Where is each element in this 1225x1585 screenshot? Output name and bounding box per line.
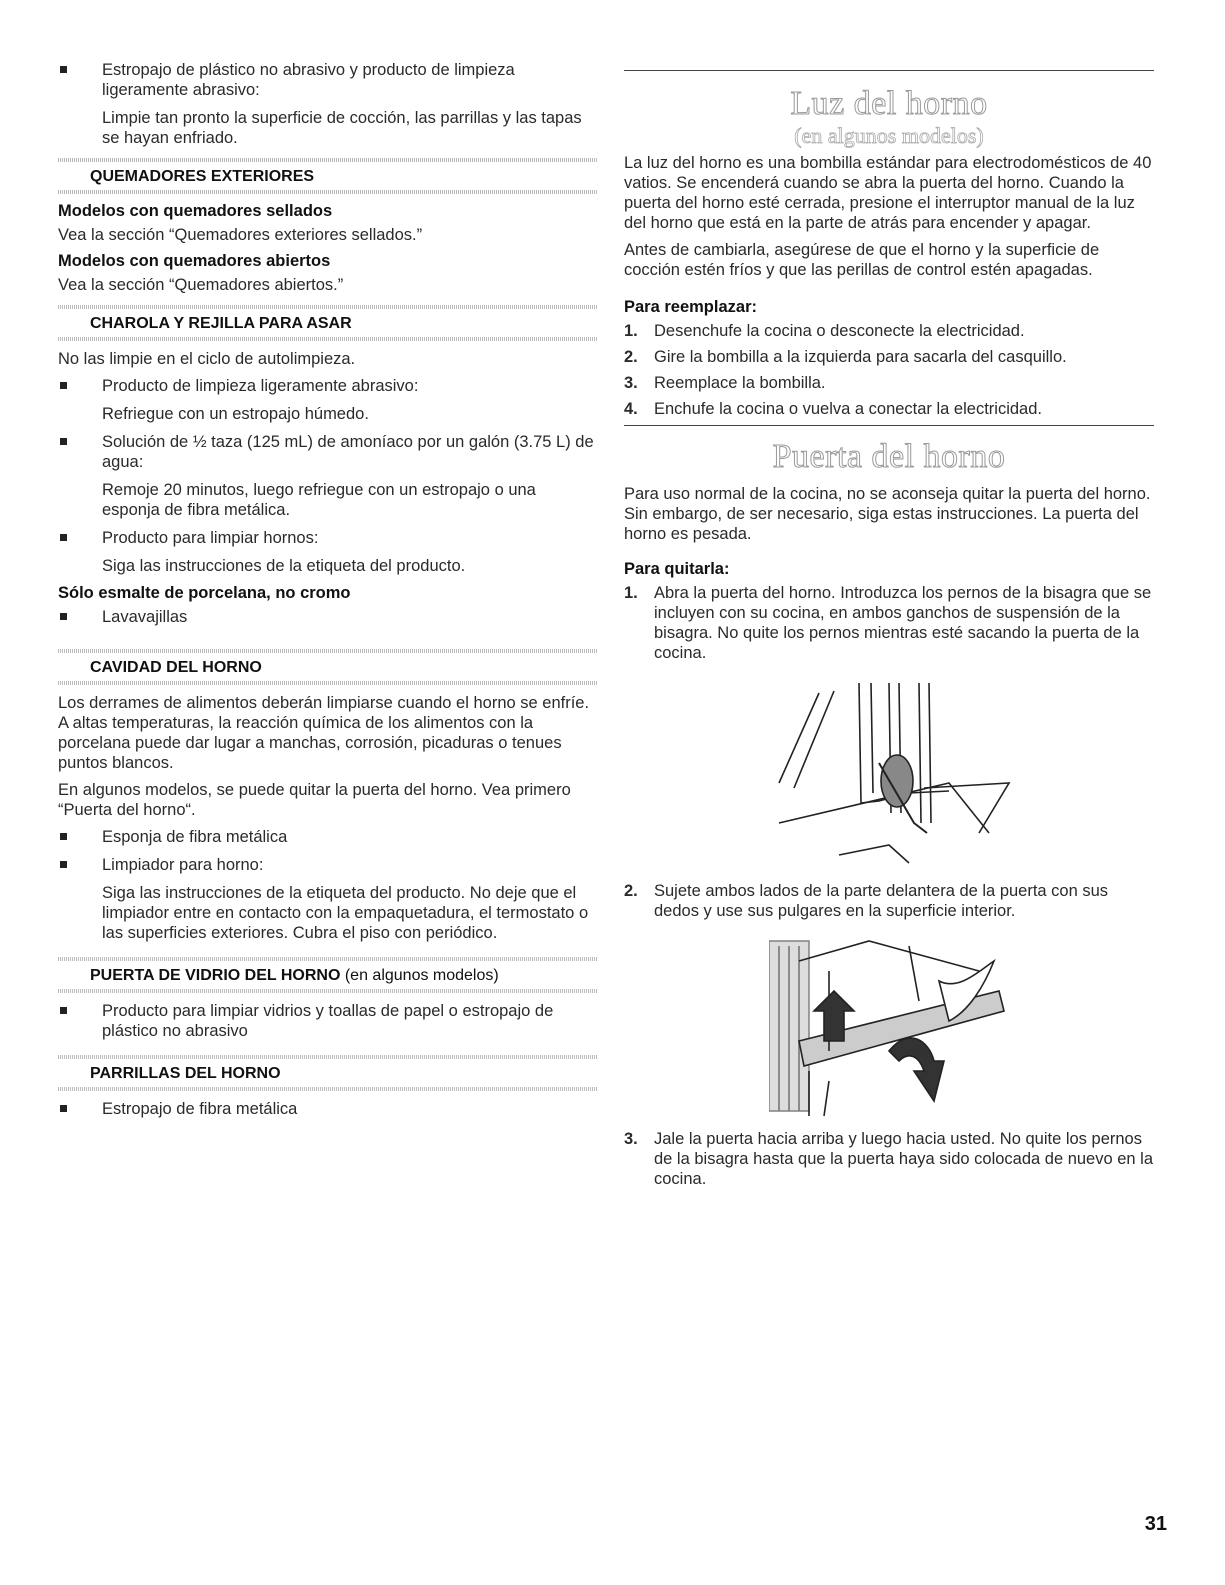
section-title-puerta: Puerta del horno: [772, 438, 1006, 475]
section-title: PARRILLAS DEL HORNO: [90, 1065, 281, 1082]
section-title: [58, 961, 598, 989]
numbered-step: 4. Enchufe la cocina o vuelva a conectar la electricidad.: [624, 400, 1042, 418]
list-item: Solución de ½ taza (125 mL) de amoníaco por un galón (3.75 L) de agua:: [58, 432, 598, 472]
list-item: Producto para limpiar hornos:: [58, 528, 598, 548]
numbered-step: 3. Jale la puerta hacia arriba y luego hacia usted. No quite los pernos de la bisagra hasta que la puerta haya sido colocada de nuevo en la cocina.: [624, 1130, 1154, 1188]
section-header-cavidad: [58, 649, 598, 685]
list-item: Lavavajillas: [58, 607, 598, 627]
numbered-step: 2. Gire la bombilla a la izquierda para sacarla del casquillo.: [624, 348, 1067, 366]
list-item: Producto de limpieza ligeramente abrasivo:: [58, 376, 598, 396]
list-item-detail: Refriegue con un estropajo húmedo.: [102, 405, 369, 423]
subheading: Sólo esmalte de porcelana, no cromo: [58, 584, 351, 602]
section-subtitle-luz: (en algunos modelos): [794, 123, 984, 148]
numbered-step: 3. Reemplace la bombilla.: [624, 374, 826, 392]
section-title: QUEMADORES EXTERIORES: [90, 168, 315, 185]
paragraph: Los derrames de alimentos deberán limpiarse cuando el horno se enfríe. A altas temperaturas, la reacción química de los alimentos con la porcelana puede dar lugar a manchas, corrosión, picaduras o tenues puntos blancos.: [58, 694, 590, 772]
paragraph: Para uso normal de la cocina, no se aconseja quitar la puerta del horno. Sin embargo, de ser necesario, siga estas instrucciones. La puerta del horno es pesada.: [624, 485, 1151, 543]
section-header-charola: [58, 305, 598, 341]
section-header-vidrio: [58, 957, 598, 993]
list-item: Esponja de fibra metálica: [58, 827, 598, 847]
paragraph: Vea la sección “Quemadores abiertos.”: [58, 276, 344, 294]
list-item-detail: Siga las instrucciones de la etiqueta del producto.: [102, 557, 466, 575]
divider: [624, 70, 1154, 71]
paragraph: Antes de cambiarla, asegúrese de que el horno y la superficie de cocción estén fríos y que las perillas de control estén apagadas.: [624, 241, 1100, 279]
subheading: Modelos con quemadores abiertos: [58, 252, 331, 270]
section-header-quemadores: [58, 158, 598, 194]
list-item-detail: Siga las instrucciones de la etiqueta del producto. No deje que el limpiador entre en contacto con la empaquetadura, el termostato o las superficies exteriores. Cubra el piso con periódico.: [102, 884, 589, 942]
numbered-step: 1. Abra la puerta del horno. Introduzca los pernos de la bisagra que se incluyen con su cocina, en ambos ganchos de suspensión de la bisagra. No quite los pernos mientras esté sacando la puerta de la cocina.: [624, 584, 1152, 662]
left-column: [58, 60, 598, 1127]
section-title: CAVIDAD DEL HORNO: [90, 659, 262, 676]
subheading: Modelos con quemadores sellados: [58, 202, 333, 220]
list-item: Limpiador para horno:: [58, 855, 598, 875]
hinge-illustration: [749, 673, 1029, 873]
section-header-parrillas: [58, 1055, 598, 1091]
door-removal-illustration: [769, 931, 1009, 1121]
list-item-detail: Remoje 20 minutos, luego refriegue con un estropajo o una esponja de fibra metálica.: [102, 481, 536, 519]
section-title-text: PUERTA DE VIDRIO DEL HORNO: [90, 967, 341, 984]
paragraph: No las limpie en el ciclo de autolimpieza.: [58, 350, 356, 368]
list-item: Producto para limpiar vidrios y toallas de papel o estropajo de plástico no abrasivo: [58, 1001, 598, 1041]
paragraph: En algunos modelos, se puede quitar la puerta del horno. Vea primero “Puerta del horno“.: [58, 781, 571, 819]
section-title-note: (en algunos modelos): [344, 967, 499, 984]
divider: [624, 425, 1154, 426]
page-number: 31: [1144, 1513, 1167, 1535]
paragraph: La luz del horno es una bombilla estándar para electrodomésticos de 40 vatios. Se encenderá cuando se abra la puerta del horno. Cuando la puerta del horno esté cerrada, presione el interruptor manual de la luz del horno que está en la parte de atrás para encender y apagar.: [624, 154, 1152, 232]
list-item: Estropajo de plástico no abrasivo y producto de limpieza ligeramente abrasivo:: [58, 60, 598, 100]
subheading: Para quitarla:: [624, 560, 730, 578]
list-item-detail: Limpie tan pronto la superficie de cocción, las parrillas y las tapas se hayan enfriado.: [102, 109, 582, 147]
numbered-step: 1. Desenchufe la cocina o desconecte la electricidad.: [624, 322, 1025, 340]
list-item: Estropajo de fibra metálica: [58, 1099, 598, 1119]
section-title-luz: Luz del horno: [790, 85, 988, 122]
subheading: Para reemplazar:: [624, 298, 757, 316]
numbered-step: 2. Sujete ambos lados de la parte delantera de la puerta con sus dedos y use sus pulgares en la superficie interior.: [624, 882, 1109, 920]
paragraph: Vea la sección “Quemadores exteriores sellados.”: [58, 226, 423, 244]
right-column: [624, 70, 1154, 1195]
section-title: CHAROLA Y REJILLA PARA ASAR: [90, 315, 352, 332]
